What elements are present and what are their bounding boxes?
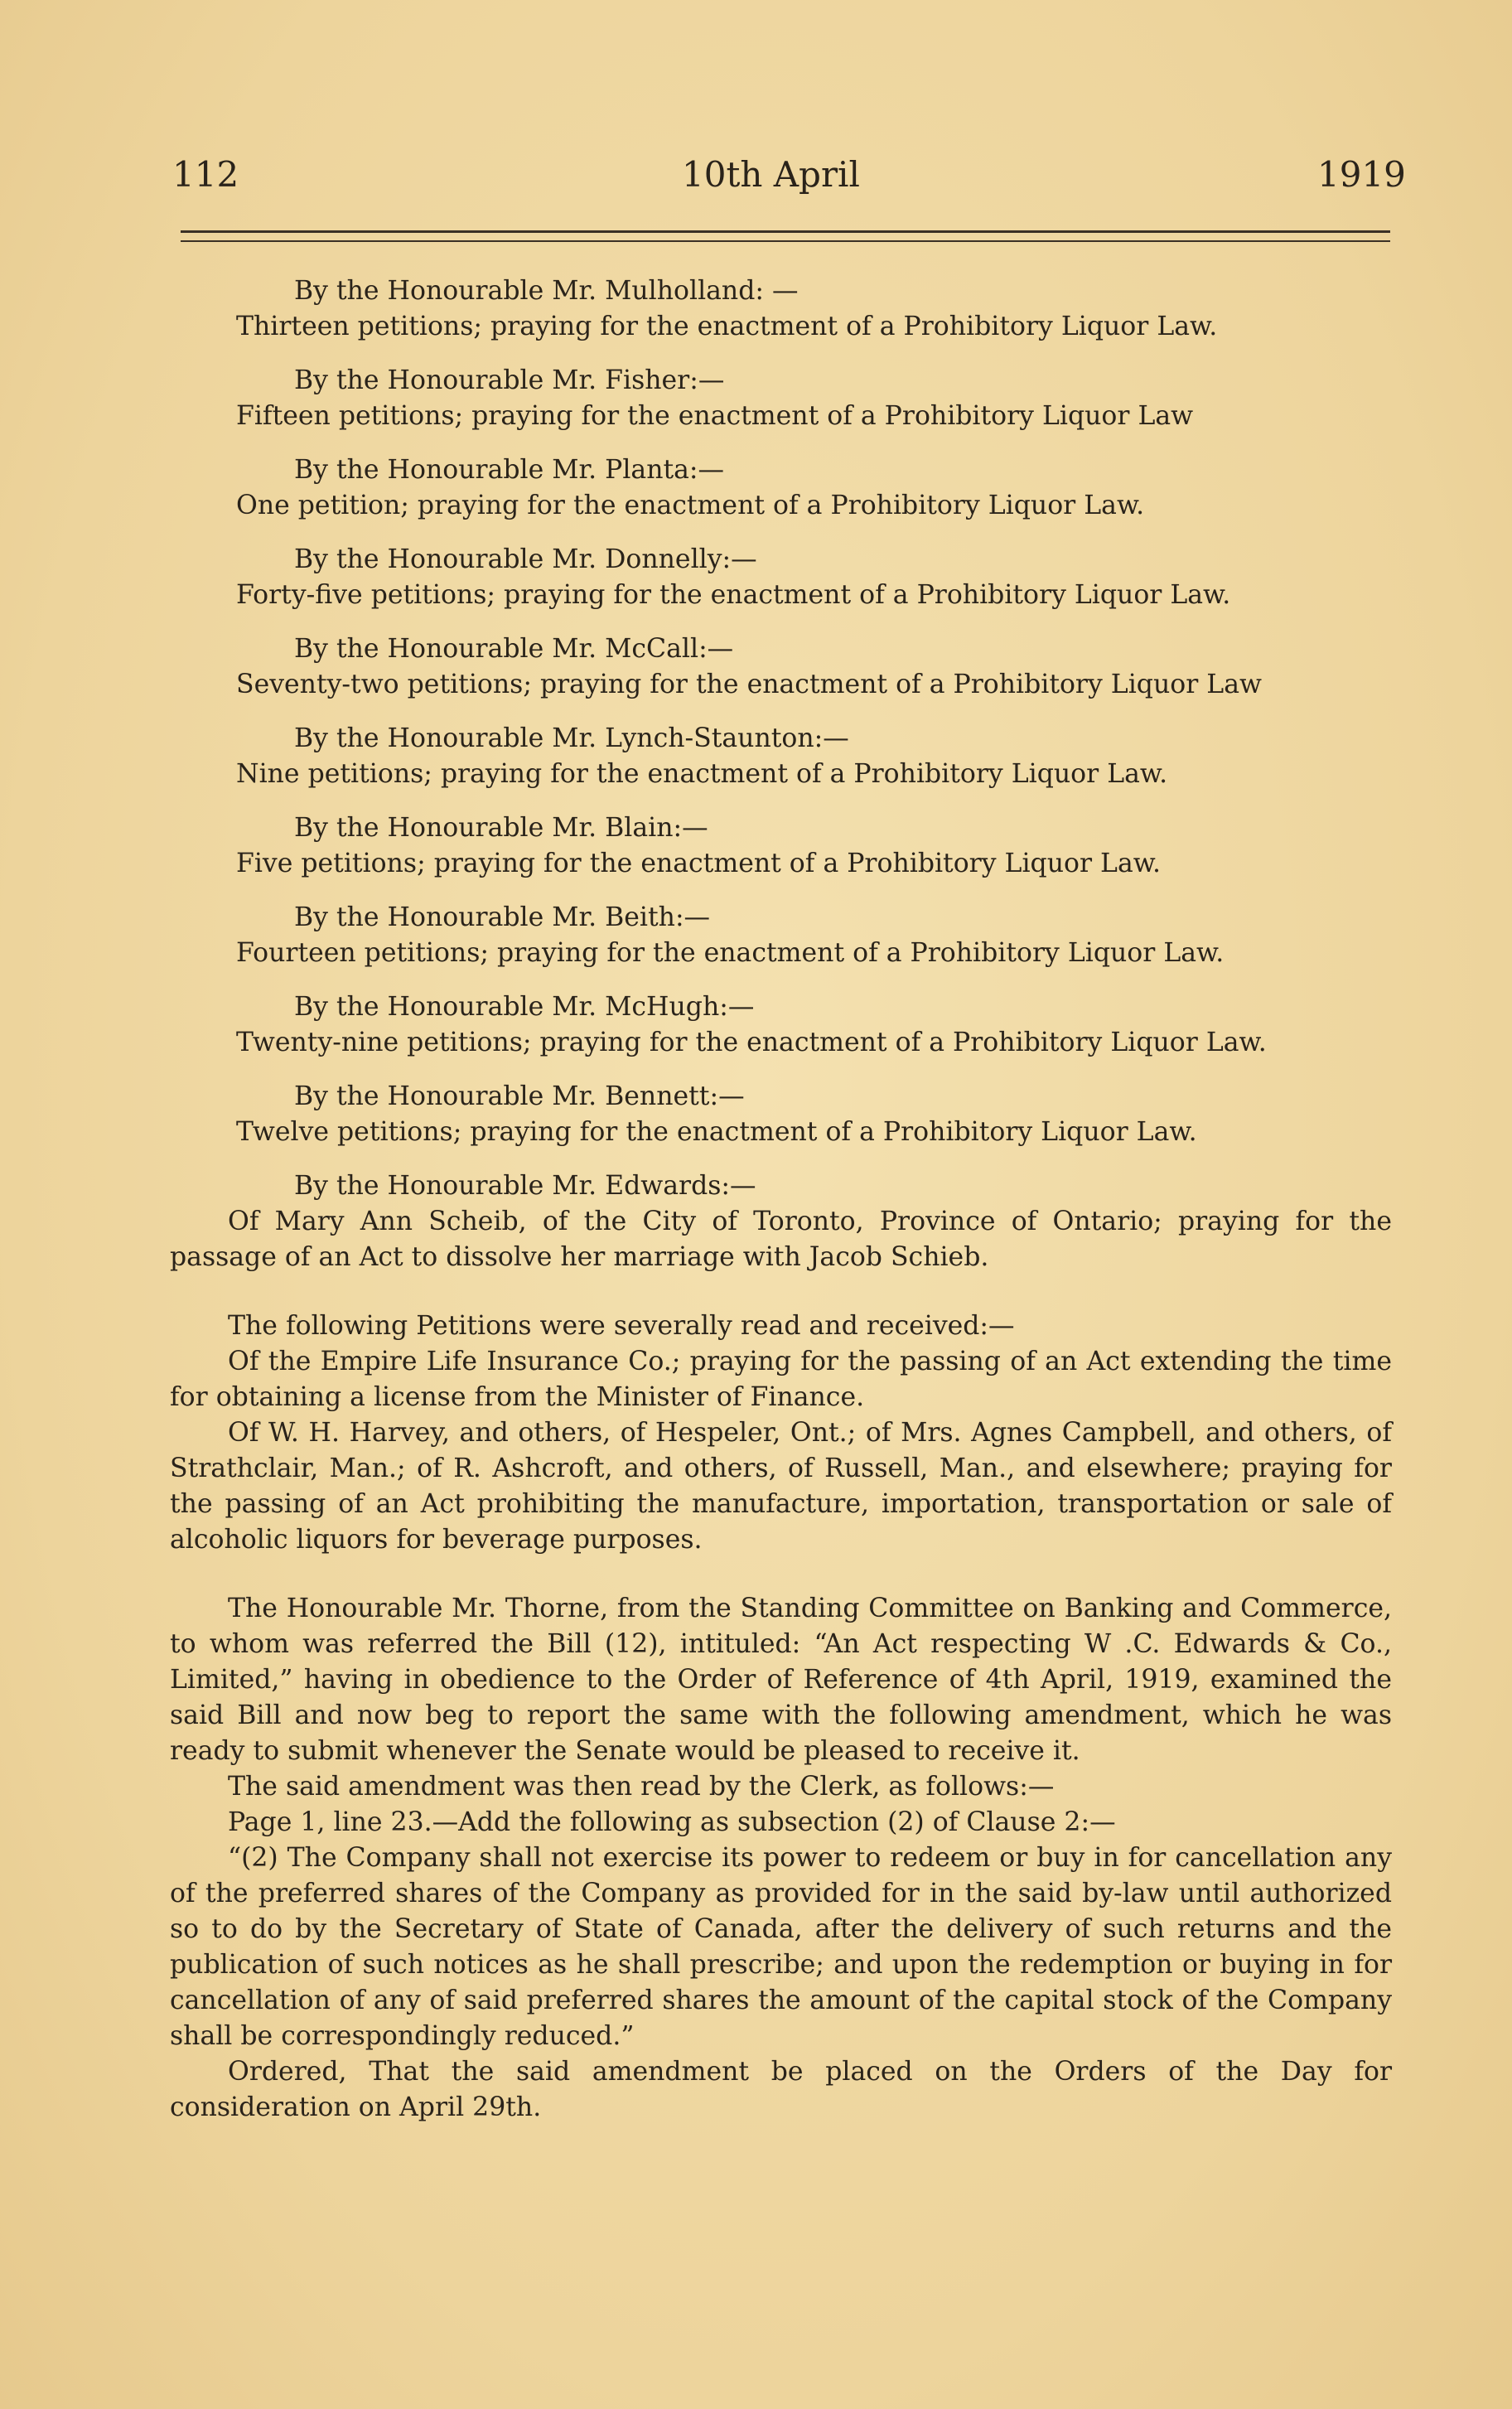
page-date: 10th April (682, 154, 860, 195)
presenter-line: By the Honourable Mr. Bennett:— (294, 1081, 745, 1111)
petition-text: Fifteen petitions; praying for the enactment of a Prohibitory Liquor Law (236, 401, 1194, 431)
presenter-line: By the Honourable Mr. Planta:— (294, 455, 725, 485)
presenter-line: By the Honourable Mr. Lynch-Staunton:— (294, 723, 849, 753)
petition-text: One petition; praying for the enactment of a Prohibitory Liquor Law. (236, 491, 1145, 520)
petition-text: Nine petitions; praying for the enactment of a Prohibitory Liquor Law. (236, 759, 1168, 789)
petition-text: Twenty-nine petitions; praying for the enactment of a Prohibitory Liquor Law. (236, 1028, 1267, 1057)
header-rule-top (181, 230, 1390, 233)
petition-text: Five petitions; praying for the enactment of a Prohibitory Liquor Law. (236, 849, 1161, 878)
presenter-line: By the Honourable Mr. McCall:— (294, 634, 734, 664)
page-number: 112 (172, 154, 239, 195)
petition-text: Forty-five petitions; praying for the enactment of a Prohibitory Liquor Law. (236, 580, 1231, 610)
petition-text: Thirteen petitions; praying for the enactment of a Prohibitory Liquor Law. (236, 312, 1218, 341)
header-rule-bottom (181, 240, 1390, 242)
page-year: 1919 (1317, 154, 1406, 195)
petition-text: Of Mary Ann Scheib, of the City of Toronto, Province of Ontario; praying for the passage of an Act to dissolve her marriage with Jacob Schieb. (170, 1207, 1392, 1272)
petition-read-item: Of W. H. Harvey, and others, of Hespeler, Ont.; of Mrs. Agnes Campbell, and others, of Strathclair, Man.; of R. Ashcroft, and others, of Russell, Man., and elsewhere; praying for the passing of an Act prohibiting the manufacture, importation, transportation or sale of alcoholic liquors for beverage purposes. (170, 1418, 1392, 1555)
order-text: Ordered, That the said amendment be placed on the Orders of the Day for consideration on April 29th. (170, 2057, 1392, 2122)
presenter-line: By the Honourable Mr. Edwards:— (294, 1171, 756, 1201)
amendment-location: Page 1, line 23.—Add the following as subsection (2) of Clause 2:— (228, 1807, 1116, 1837)
amendment-read: The said amendment was then read by the Clerk, as follows:— (228, 1772, 1055, 1802)
presenter-line: By the Honourable Mr. McHugh:— (294, 992, 755, 1022)
petition-read-item: Of the Empire Life Insurance Co.; praying for the passing of an Act extending the time for obtaining a license from the Minister of Finance. (170, 1347, 1392, 1412)
petition-text: Fourteen petitions; praying for the enactment of a Prohibitory Liquor Law. (236, 938, 1225, 968)
presenter-line: By the Honourable Mr. Beith:— (294, 902, 711, 932)
journal-body (170, 273, 1392, 2126)
presenter-line: By the Honourable Mr. Blain:— (294, 813, 708, 843)
committee-report: The Honourable Mr. Thorne, from the Standing Committee on Banking and Commerce, to whom was referred the Bill (12), intituled: “An Act respecting W .C. Edwards & Co., Limited,” having in obedience to the Order of Reference of 4th April, 1919, examined the said Bill and now beg to report the same with the following amendment, which he was ready to submit whenever the Senate would be pleased to receive it. (170, 1594, 1392, 1766)
page-header (0, 154, 1512, 204)
petition-text: Seventy-two petitions; praying for the enactment of a Prohibitory Liquor Law (236, 670, 1262, 699)
amendment-text: “(2) The Company shall not exercise its power to redeem or buy in for cancellation any of the preferred shares of the Company as provided for in the said by-law until authorized so to do by the Secretary of State of Canada, after the delivery of such returns and the publication of such notices as he shall prescribe; and upon the redemption or buying in for cancellation of any of said preferred shares the amount of the capital stock of the Company shall be correspondingly reduced.” (170, 1843, 1392, 2051)
presenter-line: By the Honourable Mr. Donnelly:— (294, 544, 757, 574)
presenter-line: By the Honourable Mr. Fisher:— (294, 365, 725, 395)
presenter-line: By the Honourable Mr. Mulholland: — (294, 276, 799, 306)
petition-text: Twelve petitions; praying for the enactment of a Prohibitory Liquor Law. (236, 1117, 1197, 1147)
petitions-read-intro: The following Petitions were severally read and received:— (228, 1311, 1015, 1341)
